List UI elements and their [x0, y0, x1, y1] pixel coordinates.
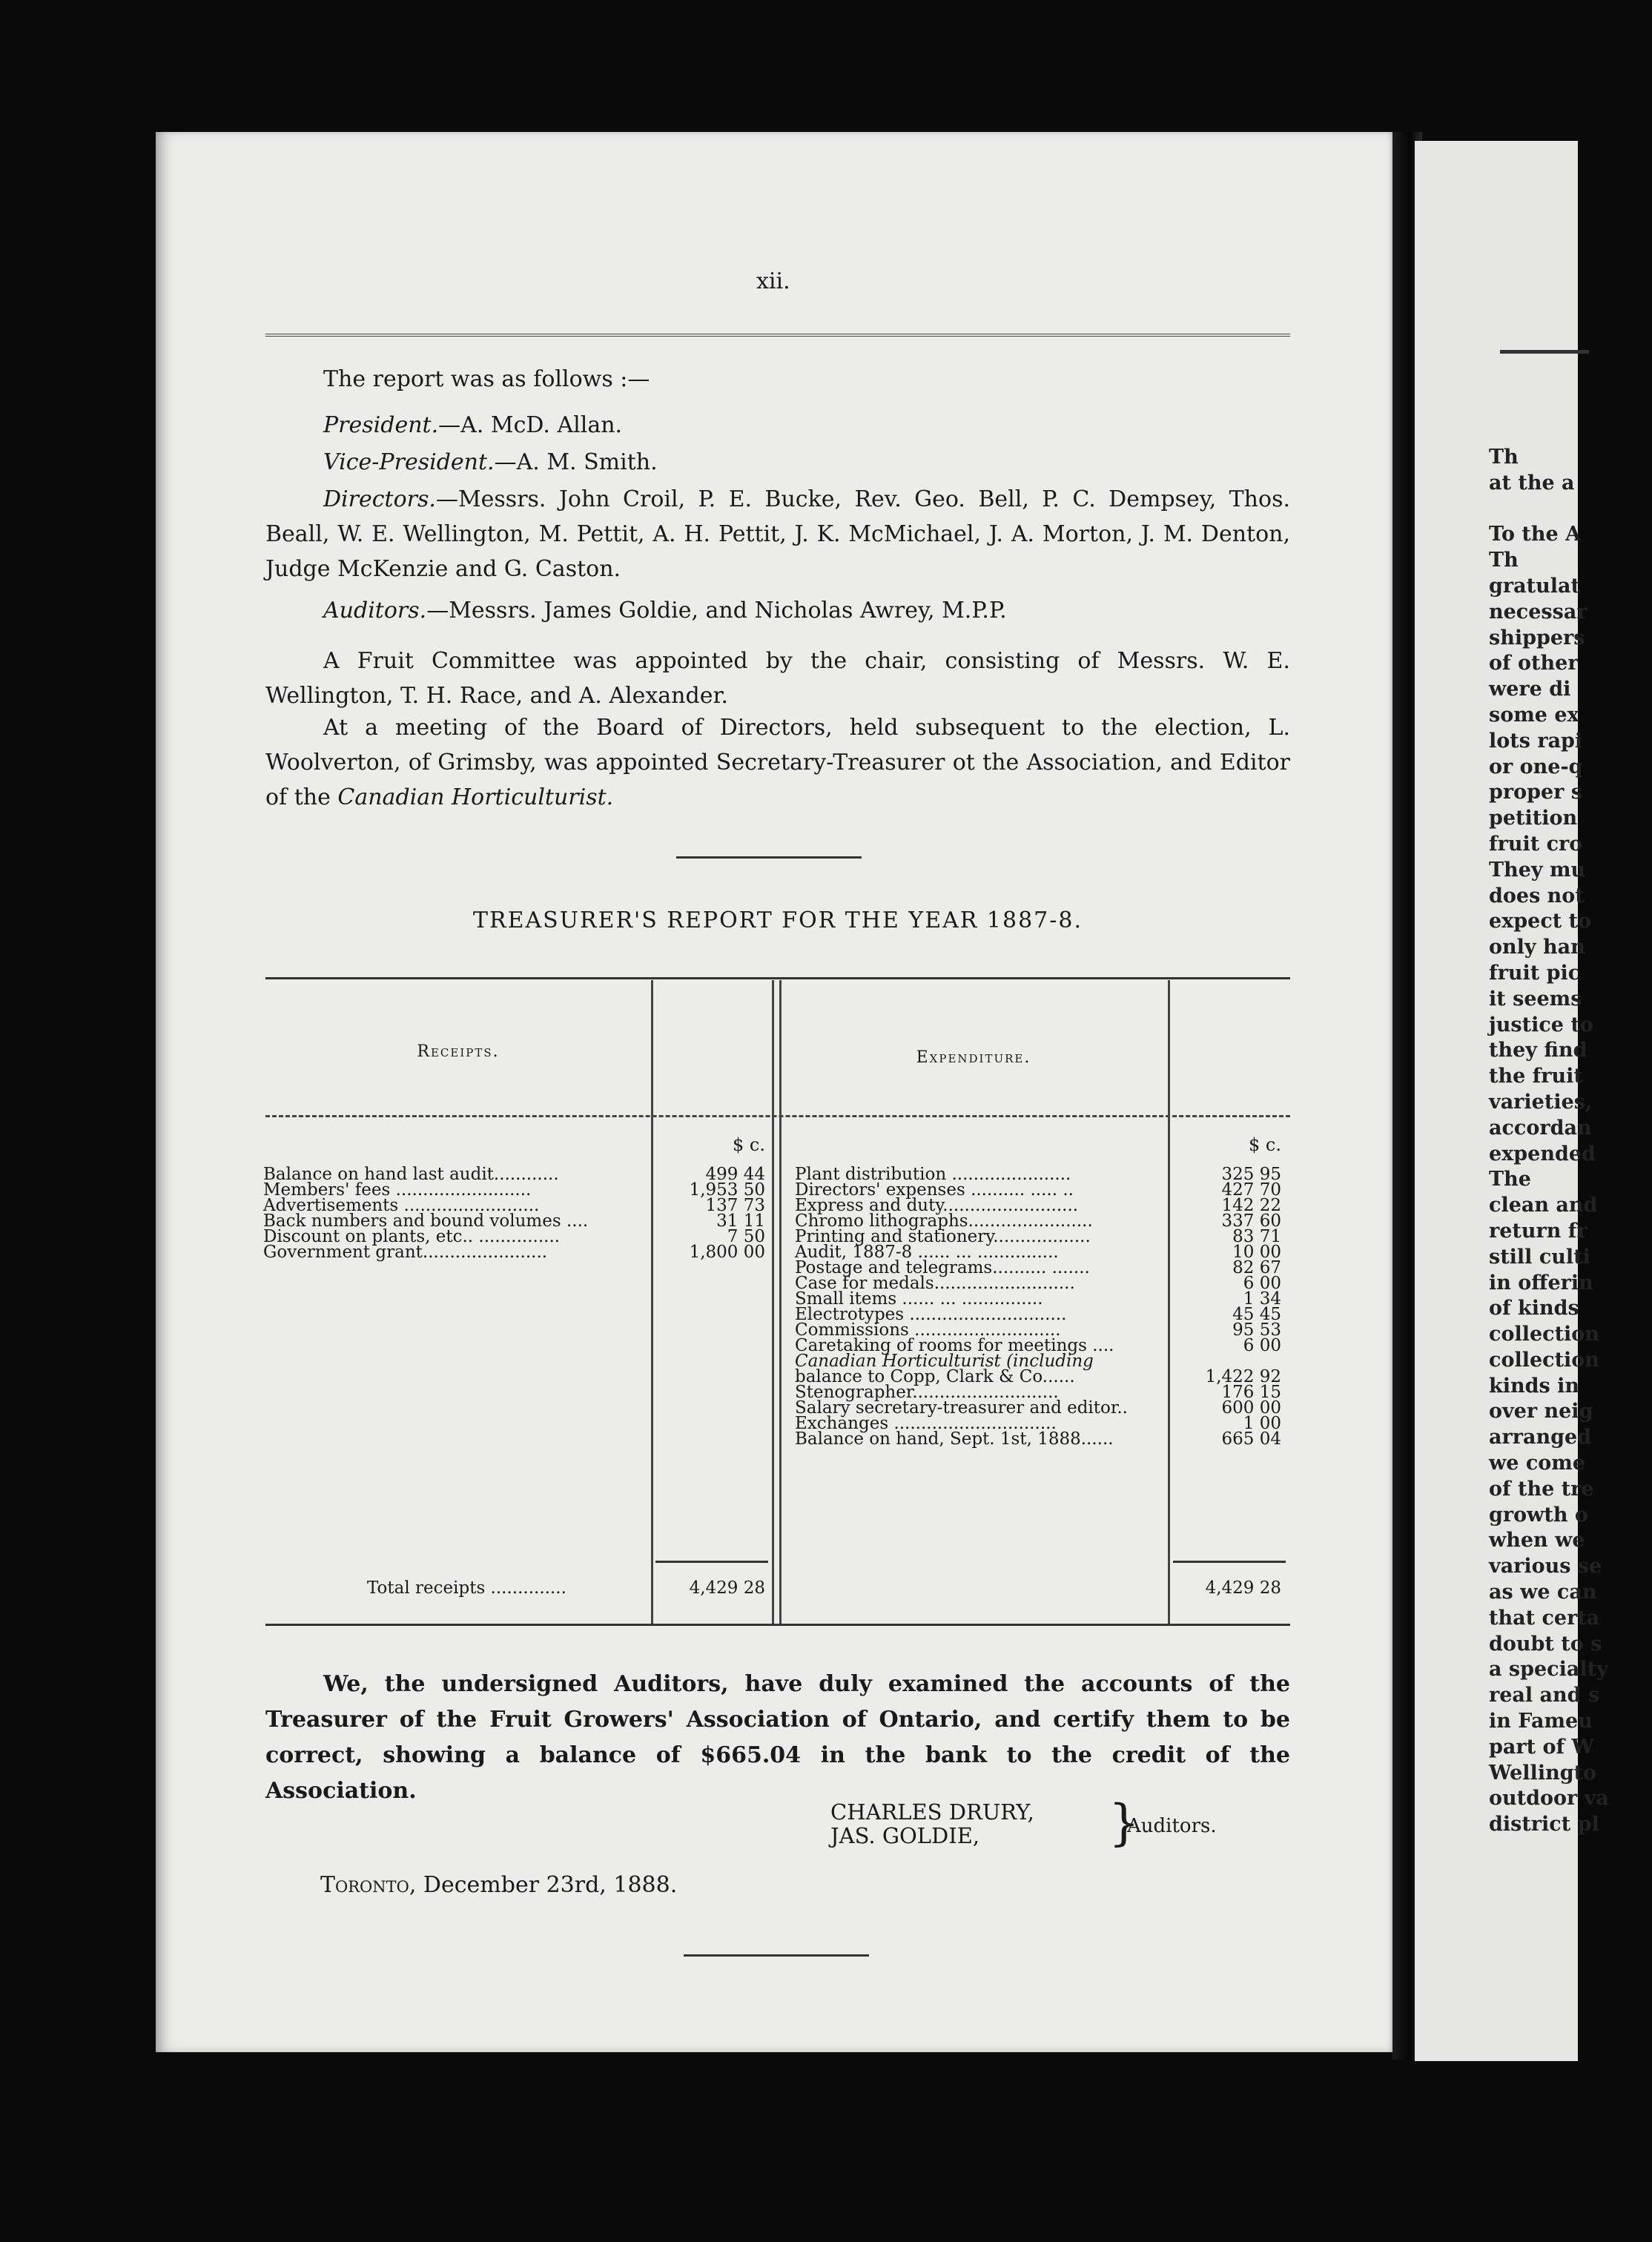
facing-page-line [1489, 497, 1652, 523]
facing-page-line: Th [1489, 446, 1519, 469]
expenditure-labels [795, 1167, 1164, 1447]
facing-page-line: lots rapi [1489, 729, 1583, 753]
receipts-currency-header: $ c. [733, 1134, 765, 1155]
facing-page-line: at the a [1489, 471, 1575, 495]
expenditure-row-amount: 142 22 [1221, 1196, 1281, 1215]
fruit-committee-paragraph: A Fruit Committee was appointed by the chair, consisting of Messrs. W. E. Wellington, T. H. Race, and A. Alexander. [265, 648, 1290, 709]
column-divider [772, 980, 774, 1624]
expenditure-row-amount: 176 15 [1221, 1383, 1281, 1402]
facing-page-line: clean and [1489, 1194, 1598, 1217]
total-expenditure-amount: 4,429 28 [1205, 1578, 1281, 1598]
facing-page-line: varieties, [1489, 1090, 1593, 1114]
expenditure-row-amount: 1,422 92 [1205, 1367, 1281, 1386]
end-divider [684, 1954, 869, 1957]
facing-page-line: when we [1489, 1529, 1585, 1552]
receipt-row-amount: 499 44 [705, 1165, 765, 1184]
facing-page-line: that certa [1489, 1606, 1600, 1630]
facing-page-line: necessar [1489, 600, 1587, 624]
expenditure-row-label: Directors' expenses .......... ..... .. [795, 1180, 1074, 1200]
directors-paragraph [265, 482, 1290, 586]
receipt-row-label: Members' fees ......................... [263, 1180, 532, 1200]
facing-page-line: some ex [1489, 703, 1579, 727]
facing-page-rule [1500, 350, 1589, 354]
table-header-rule [265, 1115, 1290, 1117]
expenditure-row-label: Canadian Horticulturist (including [795, 1352, 1094, 1371]
president-line [265, 408, 1290, 443]
expenditure-row-amount: 83 71 [1232, 1227, 1281, 1246]
facing-page-line: a specialty [1489, 1658, 1608, 1682]
expenditure-row-label: Case for medals.......................... [795, 1274, 1075, 1293]
facing-page-line: the fruit [1489, 1065, 1583, 1088]
receipt-row-amount: 31 11 [716, 1211, 765, 1231]
facing-page-line: Wellingto [1489, 1761, 1597, 1785]
receipt-row-label: Advertisements ......................... [263, 1196, 540, 1215]
expenditure-row-amount: 10 00 [1232, 1243, 1281, 1262]
expenditure-row-amount: 1 00 [1243, 1414, 1281, 1433]
meeting-text: At a meeting of the Board of Directors, held subsequent to the election, L. Woolverton, of Grimsby, was appointed Secretary-Treasurer ot the Association, and Editor of the [265, 715, 1290, 810]
facing-page-line: expended [1489, 1142, 1596, 1165]
receipt-row-amount: 137 73 [705, 1196, 765, 1215]
facing-page-line: kinds in [1489, 1374, 1579, 1398]
expenditure-row-label: Small items ...... ... ............... [795, 1289, 1043, 1309]
receipt-row-label: Discount on plants, etc.. ............... [263, 1227, 561, 1246]
vice-president-value: —A. M. Smith. [494, 449, 658, 475]
expenditure-row-label: balance to Copp, Clark & Co...... [795, 1367, 1075, 1386]
facing-page-line: expect to [1489, 910, 1592, 933]
expenditure-row-label: Stenographer........................... [795, 1383, 1059, 1402]
expenditure-currency-header: $ c. [1249, 1134, 1281, 1155]
expenditure-row-amount: 1 34 [1243, 1289, 1281, 1309]
total-receipts-label: Total receipts .............. [367, 1578, 566, 1598]
receipt-row-label: Balance on hand last audit............ [263, 1165, 559, 1184]
auditors-label-signature: Auditors. [1127, 1815, 1217, 1837]
vice-president-label: Vice-President. [323, 449, 495, 475]
report-title: TREASURER'S REPORT FOR THE YEAR 1887-8. [472, 907, 1083, 933]
directors-value: —Messrs. John Croil, P. E. Bucke, Rev. Geo. Bell, P. C. Dempsey, Thos. Beall, W. E. Wellington, M. Pettit, A. H. Pettit, J. K. McMichael, J. A. Morton, J. M. Denton, Judge McKenzie and G. Caston. [265, 486, 1290, 582]
expenditure-row-label: Salary secretary-treasurer and editor.. [795, 1398, 1128, 1418]
auditors-value: —Messrs. James Goldie, and Nicholas Awrey, M.P.P. [426, 598, 1007, 624]
facing-page-line: part of W [1489, 1735, 1594, 1759]
facing-page-line: they find [1489, 1039, 1587, 1062]
expenditure-row-amount: 95 53 [1232, 1320, 1281, 1340]
meeting-italic: Canadian Horticulturist. [337, 784, 614, 810]
expenditure-row-label: Express and duty......................... [795, 1196, 1079, 1215]
expenditure-row-label: Plant distribution ...................... [795, 1165, 1071, 1184]
section-divider [676, 856, 862, 859]
expenditure-total-rule [1173, 1561, 1286, 1563]
expenditure-row-label: Exchanges .............................. [795, 1414, 1057, 1433]
place-name: Toronto, [320, 1872, 417, 1898]
receipts-labels [263, 1167, 641, 1260]
expenditure-row-label: Commissions ........................... [795, 1320, 1061, 1340]
facing-page-line: accordan [1489, 1116, 1592, 1140]
facing-page-line: various se [1489, 1555, 1602, 1578]
facing-page-line: justice to [1489, 1013, 1593, 1036]
column-divider [779, 980, 782, 1624]
table-top-rule [265, 977, 1290, 979]
facing-page-line: return fr [1489, 1219, 1587, 1243]
column-divider [651, 980, 653, 1624]
expenditure-row-label: Balance on hand, Sept. 1st, 1888...... [795, 1429, 1114, 1449]
facing-page-line: They mu [1489, 858, 1586, 882]
facing-page-line: in Fameu [1489, 1710, 1593, 1733]
page-number: xii. [756, 268, 790, 294]
vice-president-line [265, 445, 1290, 480]
facing-page-line: of the tre [1489, 1477, 1594, 1501]
facing-page-text [1489, 445, 1652, 1838]
auditor-name-2: JAS. GOLDIE, [830, 1823, 980, 1848]
expenditure-row-label: Chromo lithographs....................... [795, 1211, 1093, 1231]
facing-page-line: district pl [1489, 1813, 1599, 1836]
directors-label: Directors. [323, 486, 436, 512]
auditor-name-1: CHARLES DRURY, [830, 1799, 1034, 1825]
meeting-paragraph [265, 710, 1290, 815]
facing-page-line: does not [1489, 884, 1585, 907]
receipt-row-amount: 1,953 50 [689, 1180, 765, 1200]
place-date [320, 1872, 677, 1898]
facing-page-line: gratulat [1489, 574, 1580, 598]
receipt-row-amount: 7 50 [727, 1227, 765, 1246]
facing-page-line: The [1489, 1168, 1531, 1191]
expenditure-row-label: Audit, 1887-8 ...... ... ............... [795, 1243, 1059, 1262]
expenditure-row-amount: 82 67 [1232, 1258, 1281, 1277]
receipt-row-amount: 1,800 00 [689, 1243, 765, 1262]
facing-page-line: collection [1489, 1323, 1599, 1346]
facing-page-line: Th [1489, 549, 1519, 572]
receipts-header: Receipts. [417, 1042, 500, 1061]
table-bottom-rule [265, 1624, 1290, 1626]
facing-page-line: of other [1489, 652, 1579, 675]
expenditure-row-label: Electrotypes ............................. [795, 1305, 1067, 1324]
facing-page [1415, 141, 1609, 2061]
expenditure-row-label: Postage and telegrams.......... ....... [795, 1258, 1090, 1277]
facing-page-line: we come [1489, 1452, 1586, 1475]
expenditure-row-label: Printing and stationery.................. [795, 1227, 1091, 1246]
facing-page-line: as we can [1489, 1581, 1597, 1604]
facing-page-line: were di [1489, 678, 1571, 701]
total-receipts-amount: 4,429 28 [689, 1578, 765, 1598]
facing-page-line: arranged [1489, 1426, 1592, 1449]
auditor-signatures [830, 1800, 1034, 1848]
facing-page-line: over neig [1489, 1400, 1593, 1423]
receipts-amounts [655, 1167, 765, 1260]
expenditure-row-amount: 665 04 [1221, 1429, 1281, 1449]
facing-page-line: real and s [1489, 1684, 1600, 1707]
expenditure-row-amount: 427 70 [1221, 1180, 1281, 1200]
facing-page-line: of kinds [1489, 1297, 1579, 1320]
facing-page-line: petition [1489, 807, 1578, 830]
receipt-row-label: Government grant....................... [263, 1243, 548, 1262]
facing-page-line: or one-q [1489, 755, 1583, 778]
facing-page-line: fruit cro [1489, 832, 1583, 856]
president-value: —A. McD. Allan. [438, 412, 623, 438]
expenditure-row-amount: 600 00 [1221, 1398, 1281, 1418]
facing-page-line: only han [1489, 936, 1585, 959]
expenditure-row-amount: 6 00 [1243, 1274, 1281, 1293]
facing-page-line: in offerin [1489, 1271, 1593, 1294]
president-label: President. [323, 412, 439, 438]
facing-page-line: doubt to s [1489, 1632, 1602, 1656]
column-divider [1168, 980, 1170, 1624]
auditors-line [265, 593, 1290, 628]
expenditure-row-amount: 45 45 [1232, 1305, 1281, 1324]
facing-page-line: fruit pic [1489, 961, 1581, 985]
facing-page-line: still culti [1489, 1245, 1590, 1269]
date-text: December 23rd, 1888. [416, 1872, 678, 1898]
facing-page-line: growth o [1489, 1503, 1588, 1527]
expenditure-row-amount: 325 95 [1221, 1165, 1281, 1184]
expenditure-row-amount: 337 60 [1221, 1211, 1281, 1231]
expenditure-row-amount: 6 00 [1243, 1336, 1281, 1355]
expenditure-amounts [1173, 1167, 1281, 1447]
facing-page-line: it seems [1489, 987, 1582, 1011]
expenditure-row-label: Caretaking of rooms for meetings .... [795, 1336, 1114, 1355]
expenditure-header: Expenditure. [916, 1048, 1031, 1067]
intro-paragraph: The report was as follows :— [323, 366, 650, 392]
header-rule [265, 334, 1290, 337]
auditors-label: Auditors. [323, 598, 427, 624]
facing-page-line: To the A [1489, 523, 1582, 546]
signature-brace: } [1109, 1794, 1140, 1851]
facing-page-line: collection [1489, 1348, 1599, 1372]
facing-page-line: proper s [1489, 781, 1582, 804]
receipt-row-label: Back numbers and bound volumes .... [263, 1211, 589, 1231]
facing-page-line: outdoor va [1489, 1787, 1609, 1811]
receipts-total-rule [655, 1561, 768, 1563]
facing-page-line: shippers [1489, 626, 1585, 649]
certification-paragraph: We, the undersigned Auditors, have duly examined the accounts of the Treasurer of the Fruit Growers' Association of Ontario, and certify them to be correct, showing a balance of $665.04 in the bank to the credit of the Association. [265, 1671, 1290, 1804]
